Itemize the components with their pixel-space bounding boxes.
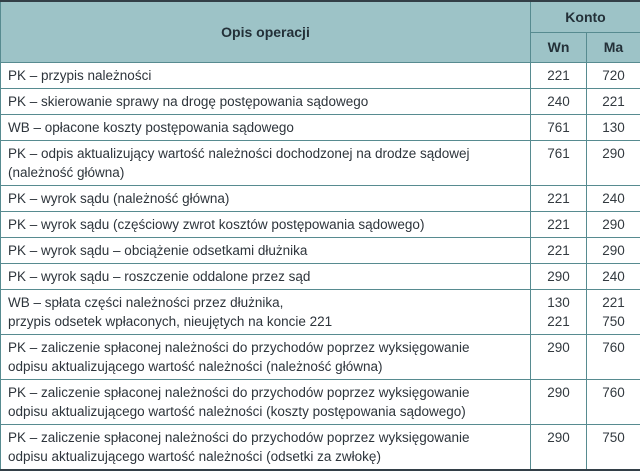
table-row [1, 425, 640, 471]
wn-account-cell: 221 [531, 238, 587, 264]
ma-account-cell: 760 [587, 380, 640, 425]
operation-description-cell: PK – wyrok sądu (częściowy zwrot kosztów postępowania sądowego) [1, 212, 531, 238]
operation-description-cell: PK – wyrok sądu (należność główna) [1, 186, 531, 212]
table-row [1, 290, 640, 335]
table-row [1, 380, 640, 425]
column-header-konto: Konto [531, 1, 640, 33]
table-row [1, 238, 640, 264]
column-header-ma: Ma [587, 33, 640, 63]
wn-account-cell: 290 [531, 335, 587, 380]
operation-description-cell: WB – spłata części należności przez dłużnika, przypis odsetek wpłaconych, nieujętych na koncie 221 [1, 290, 531, 335]
operation-description-cell: PK – wyrok sądu – roszczenie oddalone przez sąd [1, 264, 531, 290]
ma-account-cell: 130 [587, 115, 640, 141]
wn-account-cell: 221 [531, 63, 587, 89]
table-body [1, 63, 640, 471]
table-row [1, 141, 640, 186]
wn-account-cell: 290 [531, 264, 587, 290]
ma-account-cell: 290 [587, 141, 640, 186]
ma-account-cell: 221 [587, 89, 640, 115]
operation-description-cell: PK – przypis należności [1, 63, 531, 89]
column-header-wn: Wn [531, 33, 587, 63]
table-row [1, 212, 640, 238]
ma-account-cell: 720 [587, 63, 640, 89]
wn-account-cell: 761 [531, 115, 587, 141]
ma-account-cell: 240 [587, 186, 640, 212]
table-row [1, 264, 640, 290]
operation-description-cell: PK – skierowanie sprawy na drogę postępowania sądowego [1, 89, 531, 115]
operation-description-cell: PK – odpis aktualizujący wartość należności dochodzonej na drodze sądowej (należność główna) [1, 141, 531, 186]
operation-description-cell: WB – opłacone koszty postępowania sądowego [1, 115, 531, 141]
operation-description-cell: PK – zaliczenie spłaconej należności do przychodów poprzez wyksięgowanie odpisu aktualizującego wartość należności (odsetki za zwłokę) [1, 425, 531, 471]
wn-account-cell: 761 [531, 141, 587, 186]
operation-description-cell: PK – zaliczenie spłaconej należności do przychodów poprzez wyksięgowanie odpisu aktualizującego wartość należności (koszty postępowania sądowego) [1, 380, 531, 425]
operation-description-cell: PK – wyrok sądu – obciążenie odsetkami dłużnika [1, 238, 531, 264]
wn-account-cell: 290 [531, 380, 587, 425]
table-row [1, 115, 640, 141]
wn-account-cell: 221 [531, 212, 587, 238]
wn-account-cell: 130 221 [531, 290, 587, 335]
operation-description-cell: PK – zaliczenie spłaconej należności do przychodów poprzez wyksięgowanie odpisu aktualizującego wartość należności (należność główna) [1, 335, 531, 380]
ma-account-cell: 240 [587, 264, 640, 290]
wn-account-cell: 221 [531, 186, 587, 212]
table-row [1, 63, 640, 89]
table-row [1, 335, 640, 380]
wn-account-cell: 240 [531, 89, 587, 115]
table-header [1, 1, 640, 63]
ma-account-cell: 760 [587, 335, 640, 380]
ma-account-cell: 290 [587, 238, 640, 264]
ma-account-cell: 290 [587, 212, 640, 238]
column-header-opis-operacji: Opis operacji [1, 1, 531, 63]
table-row [1, 186, 640, 212]
ma-account-cell: 750 [587, 425, 640, 471]
wn-account-cell: 290 [531, 425, 587, 471]
header-row-top [1, 1, 640, 33]
table-row [1, 89, 640, 115]
ma-account-cell: 221 750 [587, 290, 640, 335]
